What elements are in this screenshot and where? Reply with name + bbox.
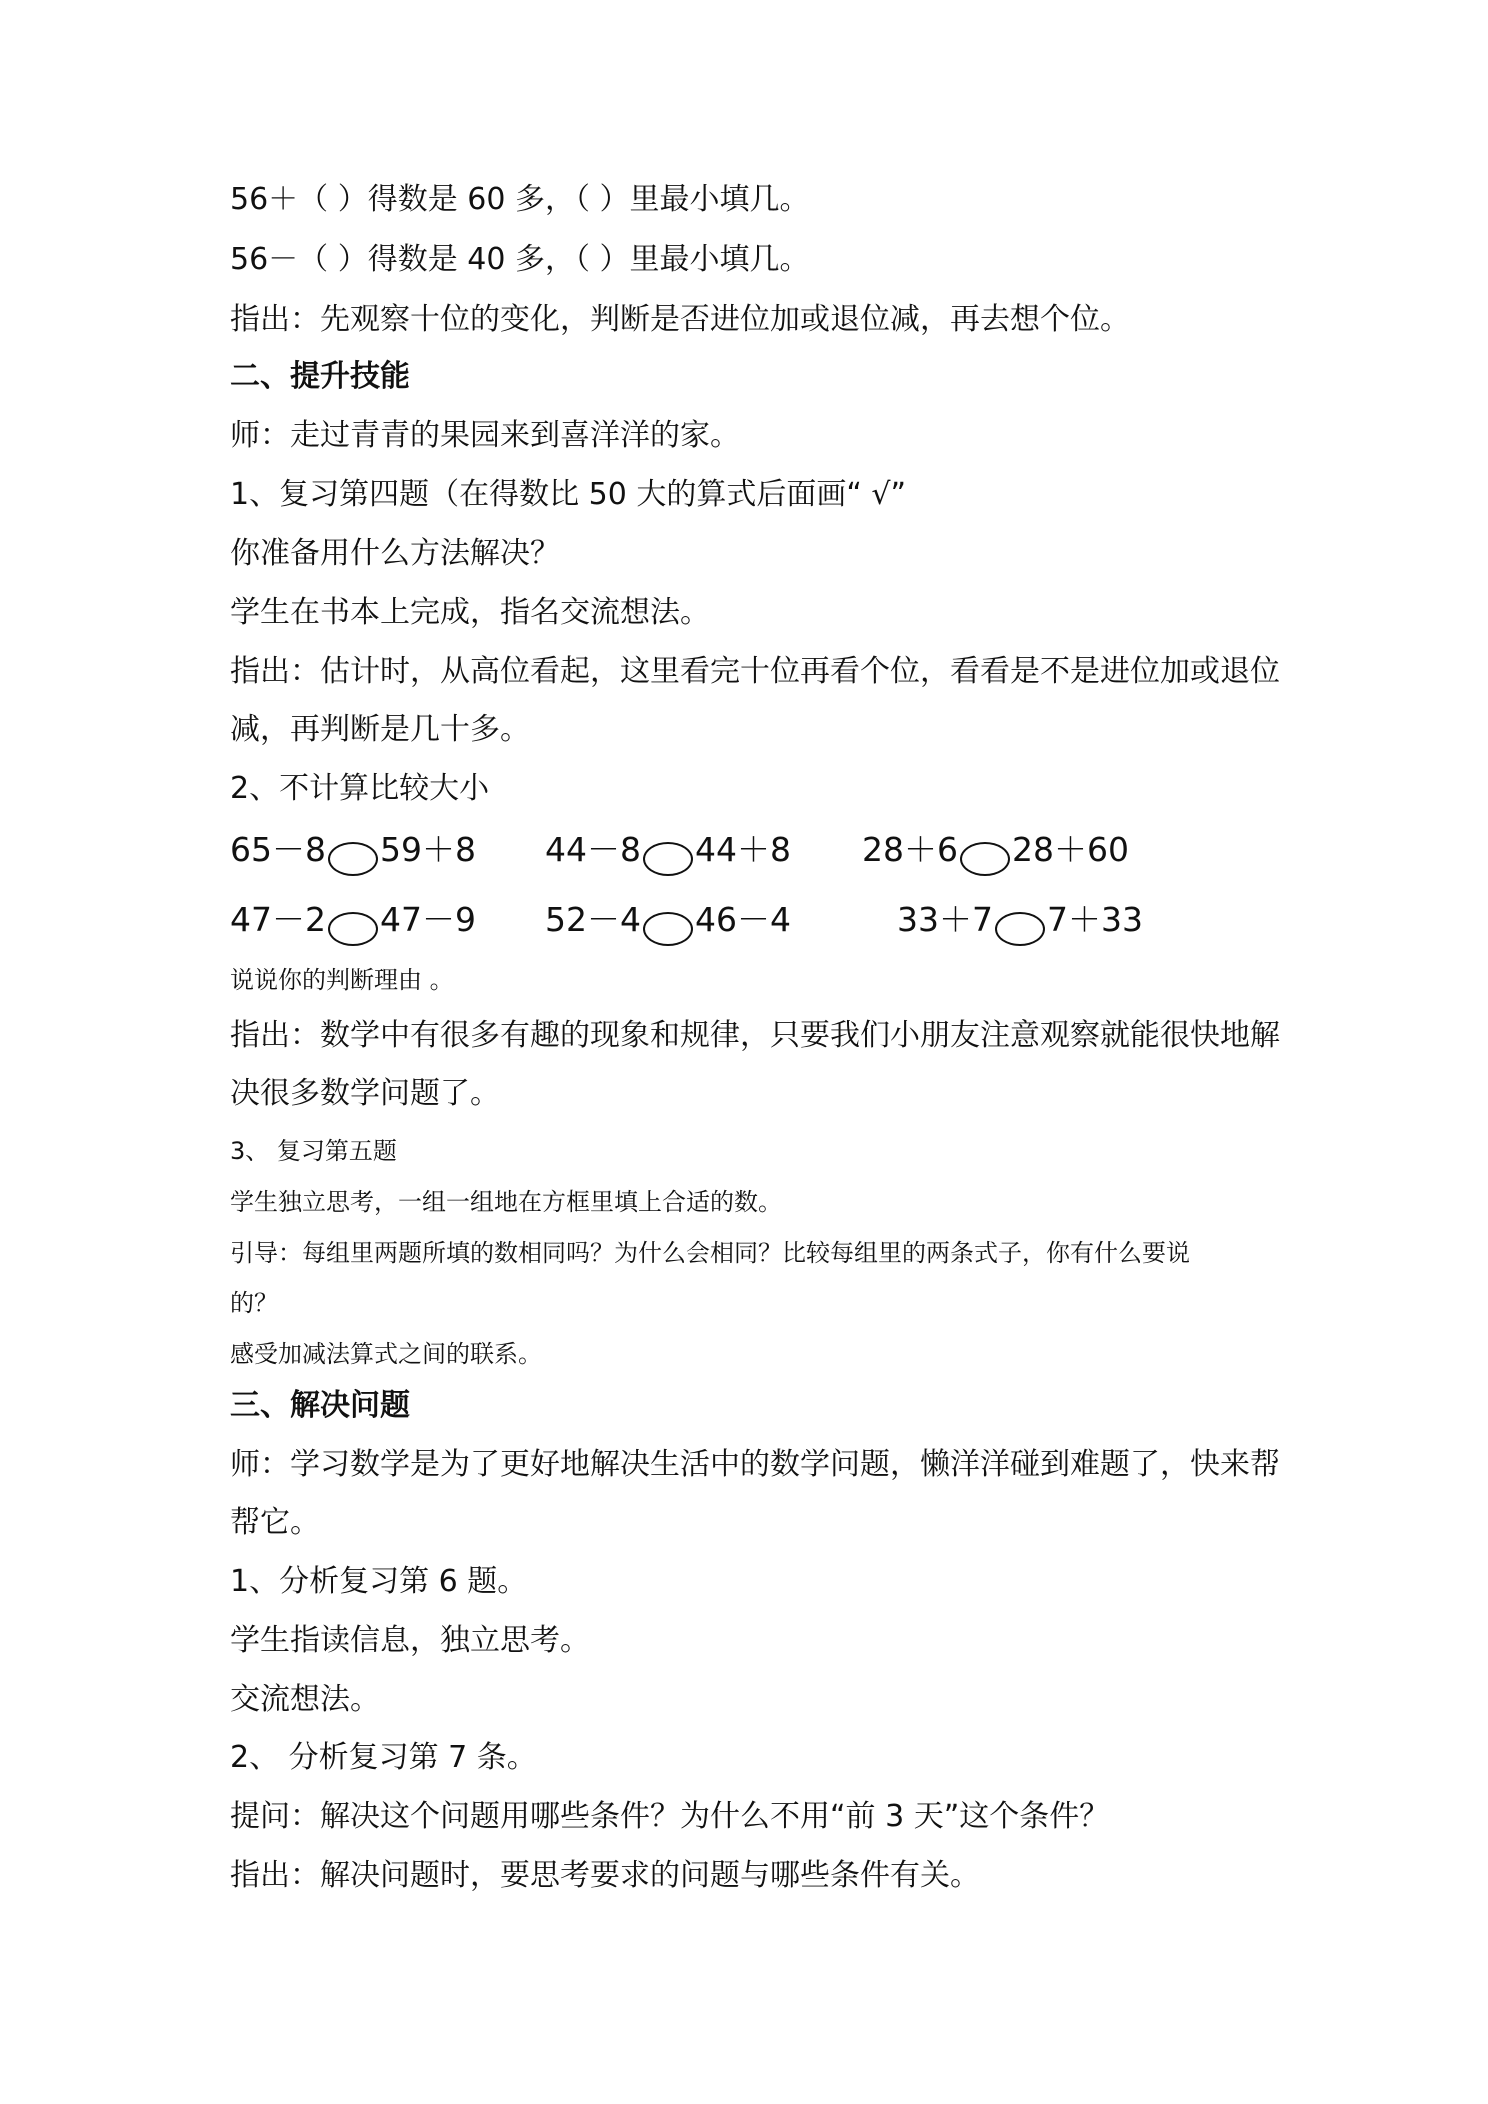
compare-right: 28＋60 xyxy=(1012,830,1129,869)
compare-oval[interactable] xyxy=(328,842,378,876)
compare-right: 59＋8 xyxy=(380,830,476,869)
compare-right: 47－9 xyxy=(380,900,476,939)
compare-item xyxy=(230,898,476,946)
text-line: 指出：解决问题时，要思考要求的问题与哪些条件有关。 xyxy=(230,1858,980,1893)
text-line: 的？ xyxy=(230,1289,278,1317)
section-heading: 三、解决问题 xyxy=(230,1388,410,1423)
text-line: 1、分析复习第 6 题。 xyxy=(230,1564,528,1599)
compare-right: 7＋33 xyxy=(1047,900,1143,939)
text-line: 指出：数学中有很多有趣的现象和规律，只要我们小朋友注意观察就能很快地解 xyxy=(230,1018,1280,1053)
text-line: 交流想法。 xyxy=(230,1682,380,1717)
text-line: 说说你的判断理由 。 xyxy=(230,966,454,994)
section-heading: 二、提升技能 xyxy=(230,359,410,394)
text-line: 减，再判断是几十多。 xyxy=(230,712,530,747)
compare-right: 46－4 xyxy=(695,900,791,939)
text-line: 学生独立思考，一组一组地在方框里填上合适的数。 xyxy=(230,1188,782,1216)
text-line: 学生在书本上完成，指名交流想法。 xyxy=(230,595,710,630)
compare-oval[interactable] xyxy=(328,912,378,946)
compare-item xyxy=(230,828,476,876)
text-line: 指出：先观察十位的变化，判断是否进位加或退位减，再去想个位。 xyxy=(230,302,1130,337)
compare-item xyxy=(545,898,791,946)
text-line: 2、 分析复习第 7 条。 xyxy=(230,1740,537,1775)
text-line: 2、不计算比较大小 xyxy=(230,771,490,806)
text-line: 学生指读信息，独立思考。 xyxy=(230,1623,590,1658)
compare-item xyxy=(545,828,791,876)
text-line: 引导：每组里两题所填的数相同吗？为什么会相同？比较每组里的两条式子，你有什么要说 xyxy=(230,1239,1190,1267)
text-line: 提问：解决这个问题用哪些条件？为什么不用“前 3 天”这个条件？ xyxy=(230,1799,1110,1834)
compare-left: 47－2 xyxy=(230,900,326,939)
compare-row-1 xyxy=(0,828,1488,898)
text-line: 感受加减法算式之间的联系。 xyxy=(230,1340,542,1368)
compare-left: 28＋6 xyxy=(862,830,958,869)
text-line: 你准备用什么方法解决？ xyxy=(230,536,560,571)
compare-right: 44＋8 xyxy=(695,830,791,869)
compare-left: 44－8 xyxy=(545,830,641,869)
compare-left: 65－8 xyxy=(230,830,326,869)
compare-left: 33＋7 xyxy=(897,900,993,939)
compare-oval[interactable] xyxy=(960,842,1010,876)
text-line: 1、复习第四题（在得数比 50 大的算式后面画“ √” xyxy=(230,477,907,512)
compare-item xyxy=(897,898,1143,946)
text-line: 师：走过青青的果园来到喜洋洋的家。 xyxy=(230,418,740,453)
text-line: 56＋（ ）得数是 60 多，（ ）里最小填几。 xyxy=(230,182,810,217)
text-line: 3、 复习第五题 xyxy=(230,1137,397,1165)
text-line: 帮它。 xyxy=(230,1505,320,1540)
compare-item xyxy=(862,828,1129,876)
text-line: 师：学习数学是为了更好地解决生活中的数学问题，懒洋洋碰到难题了，快来帮 xyxy=(230,1447,1280,1482)
text-line: 指出：估计时，从高位看起，这里看完十位再看个位，看看是不是进位加或退位 xyxy=(230,654,1280,689)
text-line: 决很多数学问题了。 xyxy=(230,1076,500,1111)
text-line: 56－（ ）得数是 40 多，（ ）里最小填几。 xyxy=(230,242,810,277)
compare-oval[interactable] xyxy=(995,912,1045,946)
compare-row-2 xyxy=(0,898,1488,968)
compare-oval[interactable] xyxy=(643,842,693,876)
compare-oval[interactable] xyxy=(643,912,693,946)
compare-left: 52－4 xyxy=(545,900,641,939)
